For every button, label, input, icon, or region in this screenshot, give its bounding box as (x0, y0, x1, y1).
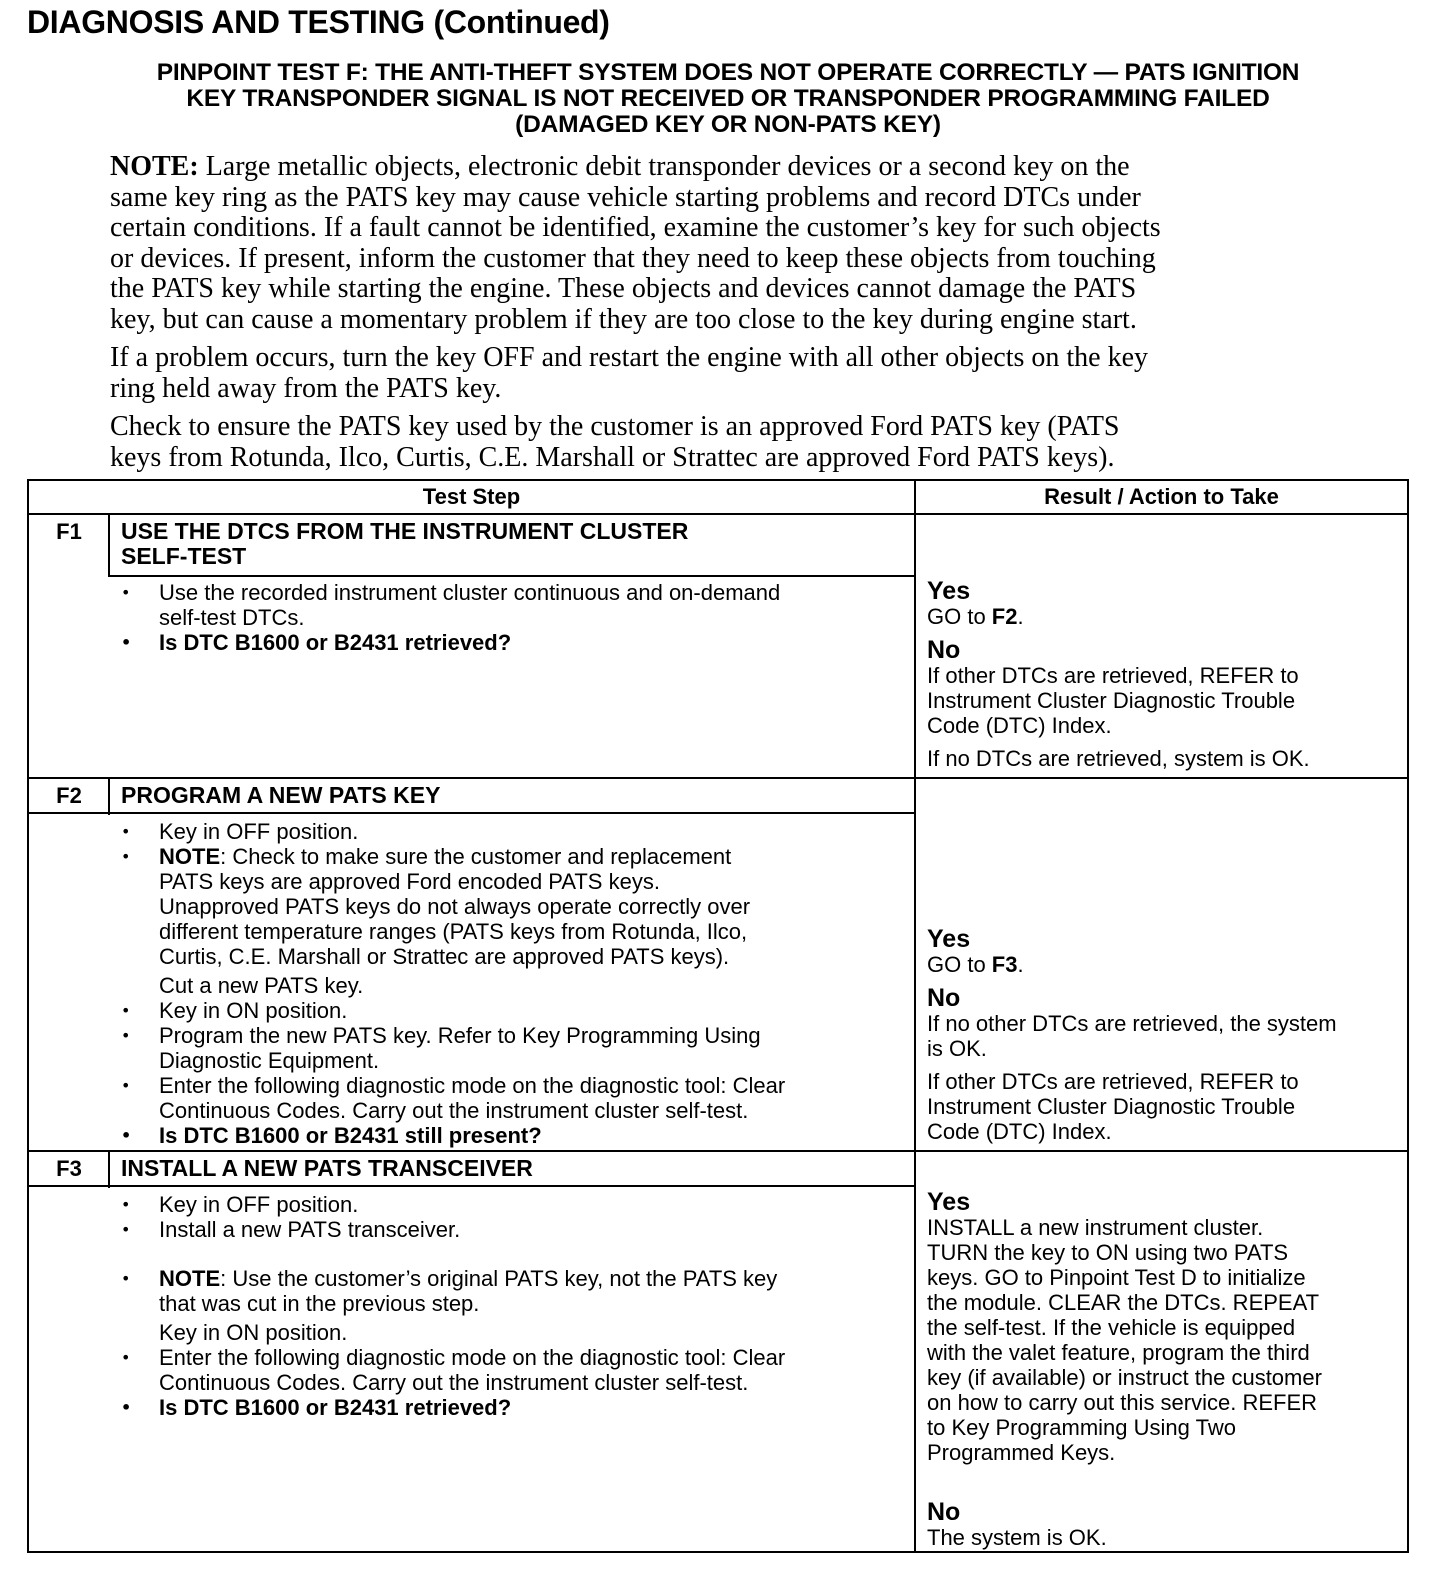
no-label: No (927, 1498, 961, 1526)
no-action: If other DTCs are retrieved, REFER to Instrument Cluster Diagnostic Trouble Code (DTC) Index. (927, 663, 1299, 738)
action-item: • Enter the following diagnostic mode on the diagnostic tool: Clear Continuous Codes. Carry out the instrument cluster self-test. (121, 1073, 911, 1123)
step-actions-f1 (121, 580, 911, 655)
approved-key-paragraph: Check to ensure the PATS key used by the customer is an approved Ford PATS key (PATS keys from Rotunda, Ilco, Curtis, C.E. Marshall or Strattec are approved Ford PATS keys). (110, 411, 1120, 473)
action-item: • Key in OFF position. (121, 1192, 911, 1217)
pinpoint-test-table (27, 479, 1409, 1553)
action-question: • Is DTC B1600 or B2431 retrieved? (121, 1395, 911, 1420)
yes-label: Yes (927, 925, 971, 953)
test-title-line: PINPOINT TEST F: THE ANTI-THEFT SYSTEM DOES NOT OPERATE CORRECTLY — PATS IGNITION (156, 59, 1300, 86)
step-id-f3: F3 (56, 1156, 82, 1181)
step-id-f1: F1 (56, 519, 82, 544)
step-title-f2: PROGRAM A NEW PATS KEY (121, 782, 441, 808)
result-f2 (927, 926, 1405, 1144)
action-item: • Key in OFF position. (121, 819, 911, 844)
result-f1 (927, 578, 1405, 771)
column-header-test-step: Test Step (422, 484, 521, 509)
no-label: No (927, 984, 961, 1012)
pinpoint-test-title (30, 60, 1426, 138)
no-action-extra: If other DTCs are retrieved, REFER to Instrument Cluster Diagnostic Trouble Code (DTC) Index. (927, 1069, 1299, 1144)
no-label: No (927, 636, 961, 664)
title-divider (108, 575, 914, 577)
step-title-f3: INSTALL A NEW PATS TRANSCEIVER (121, 1155, 533, 1181)
row-divider (29, 1150, 1407, 1152)
yes-action: GO to F2. (927, 604, 1024, 629)
action-note: • NOTE: Use the customer’s original PATS key, not the PATS key that was cut in the previous step. (121, 1266, 911, 1316)
yes-action: INSTALL a new instrument cluster. TURN the key to ON using two PATS keys. GO to Pinpoint Test D to initialize the module. CLEAR the DTCs. REPEAT the self-test. If the vehicle is equipped with the valet feature, program the third key (if available) or instruct the customer on how to carry out this service. REFER to Key Programming Using Two Programmed Keys. (927, 1215, 1322, 1465)
action-item: Cut a new PATS key. (159, 973, 364, 998)
test-title-line: (DAMAGED KEY OR NON-PATS KEY) (515, 111, 941, 138)
step-actions-f2 (121, 819, 911, 1148)
note-label: NOTE: (110, 151, 199, 182)
step-actions-f3 (121, 1192, 911, 1420)
step-title-f1: USE THE DTCS FROM THE INSTRUMENT CLUSTER SELF-TEST (121, 518, 689, 569)
restart-paragraph: If a problem occurs, turn the key OFF and restart the engine with all other objects on the key ring held away from the PATS key. (110, 342, 1149, 404)
no-action-extra: If no DTCs are retrieved, system is OK. (927, 746, 1310, 771)
action-note: • NOTE: Check to make sure the customer and replacement PATS keys are approved Ford encoded PATS keys. Unapproved PATS keys do not always operate correctly over different temperature ranges (PATS keys from Rotunda, Ilco, Curtis, C.E. Marshall or Strattec are approved PATS keys). (121, 844, 911, 969)
action-item: Key in ON position. (159, 1320, 348, 1345)
test-title-line: KEY TRANSPONDER SIGNAL IS NOT RECEIVED OR TRANSPONDER PROGRAMMING FAILED (186, 85, 1270, 112)
column-header-result: Result / Action to Take (1044, 484, 1279, 509)
notes-section (110, 152, 1320, 481)
no-action: If no other DTCs are retrieved, the system is OK. (927, 1011, 1337, 1061)
yes-action: GO to F3. (927, 952, 1024, 977)
action-item: • Enter the following diagnostic mode on the diagnostic tool: Clear Continuous Codes. Carry out the instrument cluster self-test. (121, 1345, 911, 1395)
action-question: • Is DTC B1600 or B2431 retrieved? (121, 630, 911, 655)
step-id-f2: F2 (56, 783, 82, 808)
header-divider (29, 513, 1407, 515)
no-action: The system is OK. (927, 1525, 1107, 1550)
column-divider (914, 481, 916, 1551)
action-item: • Key in ON position. (121, 998, 911, 1023)
action-question: • Is DTC B1600 or B2431 still present? (121, 1123, 911, 1148)
page-title: DIAGNOSIS AND TESTING (Continued) (27, 4, 610, 40)
action-item: • Use the recorded instrument cluster continuous and on-demand self-test DTCs. (121, 580, 911, 630)
yes-label: Yes (927, 1188, 971, 1216)
title-divider (29, 1185, 914, 1187)
action-item: • Install a new PATS transceiver. (121, 1217, 911, 1242)
note-paragraph: NOTE: Large metallic objects, electronic debit transponder devices or a second key on the same key ring as the PATS key may cause vehicle starting problems and record DTCs under certain conditions. If a fault cannot be identified, examine the customer’s key for such objects or devices. If present, inform the customer that they need to keep these objects from touching the PATS key while starting the engine. These objects and devices cannot damage the PATS key, but can cause a momentary problem if they are too close to the key during engine start. (110, 151, 1161, 335)
yes-label: Yes (927, 577, 971, 605)
row-divider (29, 777, 1407, 779)
result-f3 (927, 1189, 1405, 1550)
action-item: • Program the new PATS key. Refer to Key Programming Using Diagnostic Equipment. (121, 1023, 911, 1073)
title-divider (29, 812, 914, 814)
